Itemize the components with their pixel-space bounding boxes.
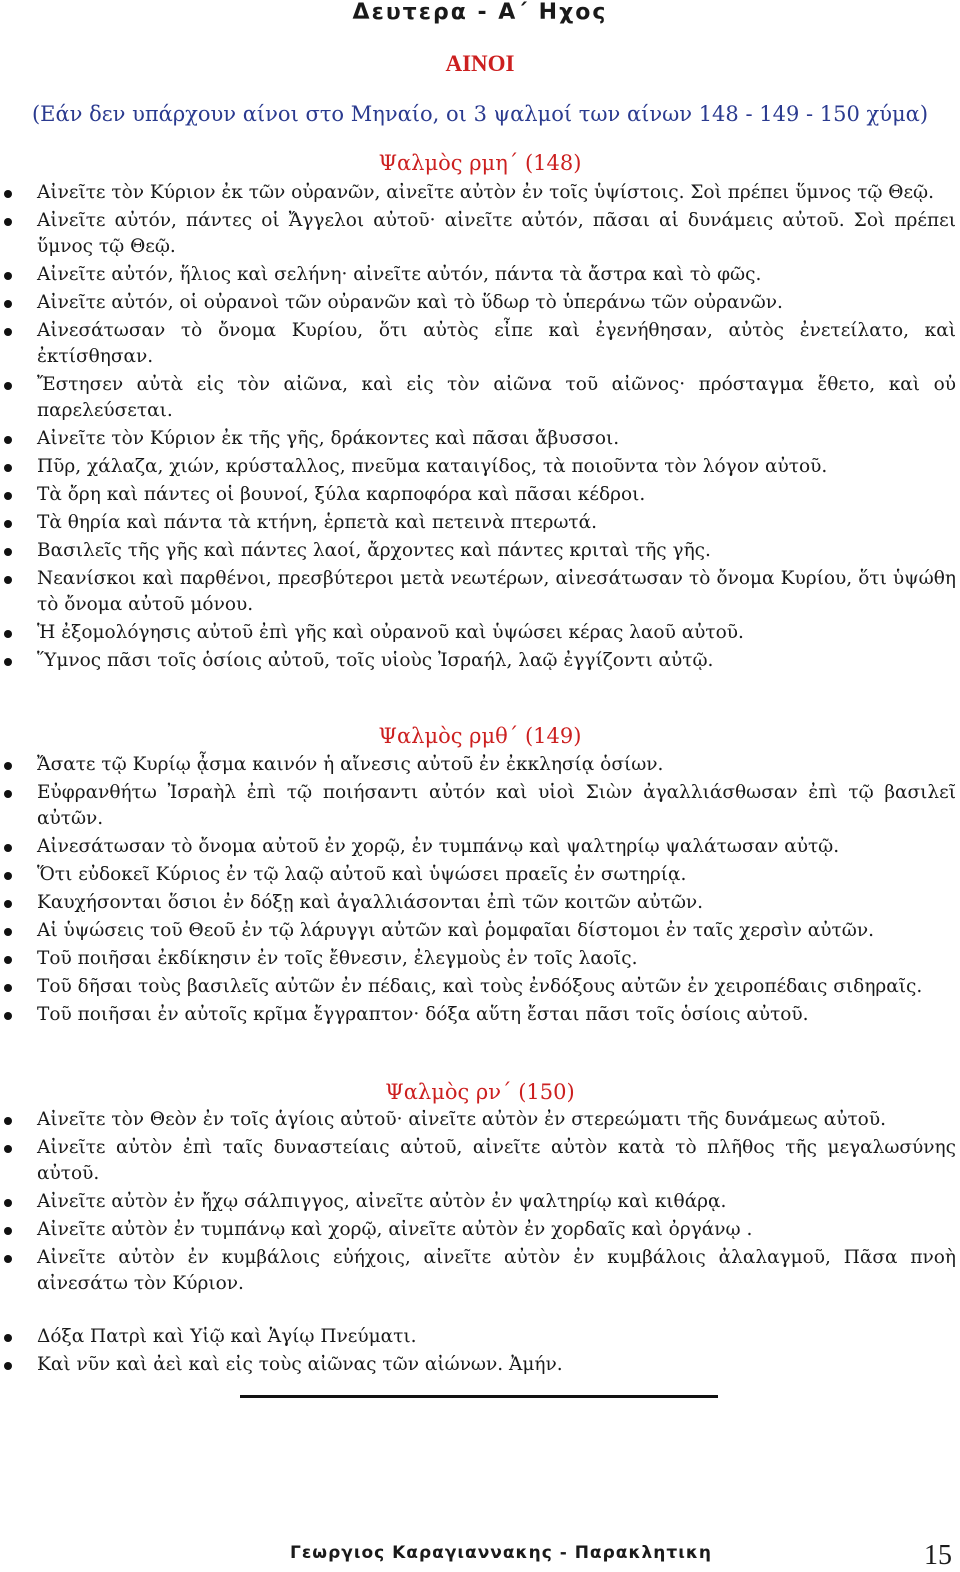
- verse: Ἄσατε τῷ Κυρίῳ ᾆσμα καινόν ἡ αἴνεσις αὐτοῦ ἐν ἐκκλησίᾳ ὁσίων.: [0, 752, 960, 778]
- psalm-150-title: Ψαλμὸς ρν΄ (150): [385, 1080, 575, 1104]
- verse: Τοῦ δῆσαι τοὺς βασιλεῖς αὐτῶν ἐν πέδαις, καὶ τοὺς ἐνδόξους αὐτῶν ἐν χειροπέδαις σιδηραῖς.: [0, 974, 960, 1000]
- page-header: Δευτερα - Α΄ Ηχος: [352, 0, 608, 25]
- verse: Τὰ θηρία καὶ πάντα τὰ κτήνη, ἑρπετὰ καὶ πετεινὰ πτερωτά.: [0, 510, 960, 536]
- verse: Αἰνεῖτε αὐτὸν ἐν ἤχῳ σάλπιγγος, αἰνεῖτε αὐτὸν ἐν ψαλτηρίῳ καὶ κιθάρᾳ.: [0, 1189, 960, 1215]
- verse: Αἰνεσάτωσαν τὸ ὄνομα Κυρίου, ὅτι αὐτὸς εἶπε καὶ ἐγενήθησαν, αὐτὸς ἐνετείλατο, καὶ ἐκτίσθησαν.: [0, 318, 960, 370]
- page-footer: Γεωργιος Καραγιαννακης - Παρακλητικη: [290, 1543, 713, 1563]
- section-note: (Εάν δεν υπάρχουν αίνοι στο Μηναίο, οι 3 ψαλμοί των αίνων 148 - 149 - 150 χύμα): [31, 102, 929, 126]
- verse: Πῦρ, χάλαζα, χιών, κρύσταλλος, πνεῦμα καταιγίδος, τὰ ποιοῦντα τὸν λόγον αὐτοῦ.: [0, 454, 960, 480]
- verse: Τοῦ ποιῆσαι ἐν αὐτοῖς κρῖμα ἔγγραπτον· δόξα αὕτη ἔσται πᾶσι τοῖς ὁσίοις αὐτοῦ.: [0, 1002, 960, 1028]
- verse: Ἡ ἐξομολόγησις αὐτοῦ ἐπὶ γῆς καὶ οὐρανοῦ καὶ ὑψώσει κέρας λαοῦ αὐτοῦ.: [0, 620, 960, 646]
- verse: Ἔστησεν αὐτὰ εἰς τὸν αἰῶνα, καὶ εἰς τὸν αἰῶνα τοῦ αἰῶνος· πρόσταγμα ἔθετο, καὶ οὐ παρελεύσεται.: [0, 372, 960, 424]
- psalm-150-verses: [0, 1107, 960, 1299]
- verse: Ὅτι εὐδοκεῖ Κύριος ἐν τῷ λαῷ αὐτοῦ καὶ ὑψώσει πραεῖς ἐν σωτηρίᾳ.: [0, 862, 960, 888]
- verse: Τὰ ὄρη καὶ πάντες οἱ βουνοί, ξύλα καρποφόρα καὶ πᾶσαι κέδροι.: [0, 482, 960, 508]
- verse: Τοῦ ποιῆσαι ἐκδίκησιν ἐν τοῖς ἔθνεσιν, ἐλεγμοὺς ἐν τοῖς λαοῖς.: [0, 946, 960, 972]
- psalm-149-title: Ψαλμὸς ρμθ΄ (149): [378, 724, 582, 748]
- horizontal-rule: [240, 1395, 718, 1398]
- verse: Αἰνεῖτε αὐτόν, πάντες οἱ Ἄγγελοι αὐτοῦ· αἰνεῖτε αὐτόν, πᾶσαι αἱ δυνάμεις αὐτοῦ. Σοὶ πρέπει ὕμνος τῷ Θεῷ.: [0, 208, 960, 260]
- doxology-line: Καὶ νῦν καὶ ἀεὶ καὶ εἰς τοὺς αἰῶνας τῶν αἰώνων. Ἀμήν.: [0, 1352, 960, 1378]
- verse: Νεανίσκοι καὶ παρθένοι, πρεσβύτεροι μετὰ νεωτέρων, αἰνεσάτωσαν τὸ ὄνομα Κυρίου, ὅτι ὑψώθη τὸ ὄνομα αὐτοῦ μόνου.: [0, 566, 960, 618]
- psalm-148-title: Ψαλμὸς ρμη΄ (148): [378, 151, 582, 175]
- doxology: [0, 1324, 960, 1380]
- section-heading: ΑΙΝΟΙ: [445, 51, 515, 76]
- verse: Αἰνεῖτε αὐτόν, οἱ οὐρανοὶ τῶν οὐρανῶν καὶ τὸ ὕδωρ τὸ ὑπεράνω τῶν οὐρανῶν.: [0, 290, 960, 316]
- psalm-148-verses: [0, 180, 960, 676]
- verse: Αἰνεῖτε αὐτὸν ἐν τυμπάνῳ καὶ χορῷ, αἰνεῖτε αὐτὸν ἐν χορδαῖς καὶ ὀργάνῳ .: [0, 1217, 960, 1243]
- verse: Ὕμνος πᾶσι τοῖς ὁσίοις αὐτοῦ, τοῖς υἱοὺς Ἰσραήλ, λαῷ ἐγγίζοντι αὐτῷ.: [0, 648, 960, 674]
- verse: Αἰνεῖτε αὐτὸν ἐν κυμβάλοις εὐήχοις, αἰνεῖτε αὐτὸν ἐν κυμβάλοις ἀλαλαγμοῦ, Πᾶσα πνοὴ αἰνεσάτω τὸν Κύριον.: [0, 1245, 960, 1297]
- verse: Αἰνεσάτωσαν τὸ ὄνομα αὐτοῦ ἐν χορῷ, ἐν τυμπάνῳ καὶ ψαλτηρίῳ ψαλάτωσαν αὐτῷ.: [0, 834, 960, 860]
- verse: Αἱ ὑψώσεις τοῦ Θεοῦ ἐν τῷ λάρυγγι αὐτῶν καὶ ῥομφαῖαι δίστομοι ἐν ταῖς χερσὶν αὐτῶν.: [0, 918, 960, 944]
- doxology-line: Δόξα Πατρὶ καὶ Υἱῷ καὶ Ἁγίῳ Πνεύματι.: [0, 1324, 960, 1350]
- verse: Αἰνεῖτε τὸν Κύριον ἐκ τῆς γῆς, δράκοντες καὶ πᾶσαι ἄβυσσοι.: [0, 426, 960, 452]
- verse: Αἰνεῖτε αὐτόν, ἥλιος καὶ σελήνη· αἰνεῖτε αὐτόν, πάντα τὰ ἄστρα καὶ τὸ φῶς.: [0, 262, 960, 288]
- verse: Αἰνεῖτε τὸν Θεὸν ἐν τοῖς ἁγίοις αὐτοῦ· αἰνεῖτε αὐτὸν ἐν στερεώματι τῆς δυνάμεως αὐτοῦ.: [0, 1107, 960, 1133]
- verse: Εὐφρανθήτω Ἰσραὴλ ἐπὶ τῷ ποιήσαντι αὐτόν καὶ υἱοὶ Σιὼν ἀγαλλιάσθωσαν ἐπὶ τῷ βασιλεῖ αὐτῶν.: [0, 780, 960, 832]
- verse: Αἰνεῖτε αὐτὸν ἐπὶ ταῖς δυναστείαις αὐτοῦ, αἰνεῖτε αὐτὸν κατὰ τὸ πλῆθος τῆς μεγαλωσύνης αὐτοῦ.: [0, 1135, 960, 1187]
- verse: Βασιλεῖς τῆς γῆς καὶ πάντες λαοί, ἄρχοντες καὶ πάντες κριταὶ τῆς γῆς.: [0, 538, 960, 564]
- psalm-149-verses: [0, 752, 960, 1030]
- page-number: 15: [924, 1540, 952, 1571]
- verse: Αἰνεῖτε τὸν Κύριον ἐκ τῶν οὐρανῶν, αἰνεῖτε αὐτὸν ἐν τοῖς ὑψίστοις. Σοὶ πρέπει ὕμνος τῷ Θεῷ.: [0, 180, 960, 206]
- verse: Καυχήσονται ὅσιοι ἐν δόξῃ καὶ ἀγαλλιάσονται ἐπὶ τῶν κοιτῶν αὐτῶν.: [0, 890, 960, 916]
